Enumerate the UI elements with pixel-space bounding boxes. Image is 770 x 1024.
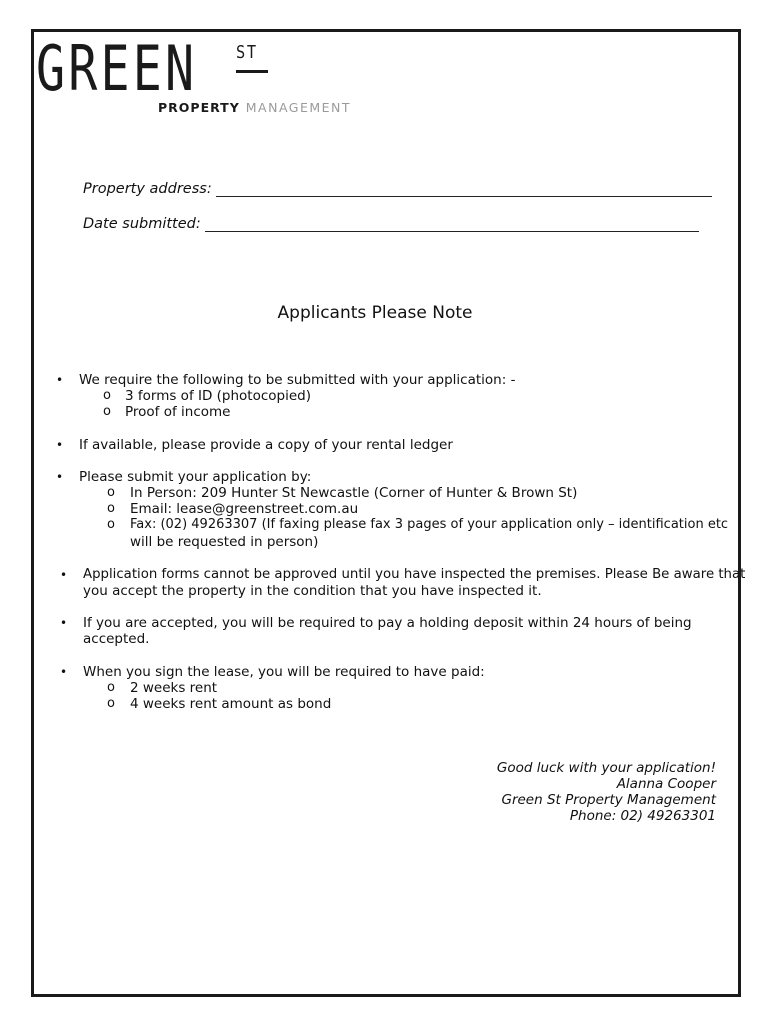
bullet-1-sub-2-marker: o: [103, 404, 111, 419]
signature-line-4: Phone: 02) 49263301: [569, 808, 716, 824]
signature-line-1: Good luck with your application!: [496, 760, 716, 776]
bullet-6-sub-2-text: 4 weeks rent amount as bond: [130, 696, 332, 712]
bullet-3-sub-3-text-line-2: will be requested in person): [130, 534, 319, 550]
bullet-3-text: Please submit your application by:: [79, 469, 312, 485]
logo-superscript: ST: [236, 42, 258, 63]
logo-tagline-light: MANAGEMENT: [245, 100, 352, 115]
bullet-2-text: If available, please provide a copy of your rental ledger: [79, 437, 453, 453]
logo-underline: [236, 70, 268, 73]
bullet-5-text-line-1: If you are accepted, you will be required to pay a holding deposit within 24 hours of being: [83, 615, 692, 631]
bullet-1-sub-1-text: 3 forms of ID (photocopied): [125, 388, 312, 404]
bullet-1-sub-1-marker: o: [103, 388, 111, 403]
bullet-2-marker: •: [56, 438, 64, 452]
bullet-3-sub-1-text: In Person: 209 Hunter St Newcastle (Corner of Hunter & Brown St): [130, 485, 578, 501]
bullet-3-sub-3-marker: o: [107, 517, 115, 532]
logo-tagline: [158, 100, 351, 115]
bullet-3-sub-1-marker: o: [107, 485, 115, 500]
bullet-3-sub-3-text-line-1: Fax: (02) 49263307 (If faxing please fax 3 pages of your application only – identification etc: [130, 517, 729, 532]
date-submitted-label: Date submitted:: [83, 216, 201, 232]
bullet-4-text-line-2: you accept the property in the condition that you have inspected it.: [83, 583, 542, 599]
signature-line-3: Green St Property Management: [501, 792, 716, 808]
company-logo: [36, 32, 352, 120]
page-heading: Applicants Please Note: [277, 303, 473, 323]
property-address-field: [83, 181, 712, 197]
bullet-3-marker: •: [56, 470, 64, 484]
logo-tagline-bold: PROPERTY: [158, 100, 240, 115]
date-submitted-line[interactable]: [205, 231, 699, 232]
bullet-1-sub-2-text: Proof of income: [125, 404, 231, 420]
bullet-1-marker: •: [56, 373, 64, 387]
date-submitted-field: [83, 216, 699, 232]
bullet-3-sub-2-text: Email: lease@greenstreet.com.au: [130, 501, 359, 517]
signature-line-2: Alanna Cooper: [616, 776, 716, 792]
bullet-5-text-line-2: accepted.: [83, 631, 150, 647]
property-address-label: Property address:: [83, 181, 212, 197]
property-address-line[interactable]: [216, 196, 712, 197]
bullet-6-sub-2-marker: o: [107, 696, 115, 711]
bullet-5-marker: •: [60, 616, 68, 630]
bullet-4-marker: •: [60, 568, 68, 582]
bullet-6-sub-1-marker: o: [107, 680, 115, 695]
bullet-6-marker: •: [60, 665, 68, 679]
bullet-4-text-line-1: Application forms cannot be approved until you have inspected the premises. Please Be aware that: [83, 567, 746, 582]
bullet-6-sub-1-text: 2 weeks rent: [130, 680, 218, 696]
bullet-1-text: We require the following to be submitted with your application: -: [79, 372, 516, 388]
bullet-6-text: When you sign the lease, you will be required to have paid:: [83, 664, 485, 680]
bullet-3-sub-2-marker: o: [107, 501, 115, 516]
logo-wordmark: GREEN: [36, 32, 198, 105]
